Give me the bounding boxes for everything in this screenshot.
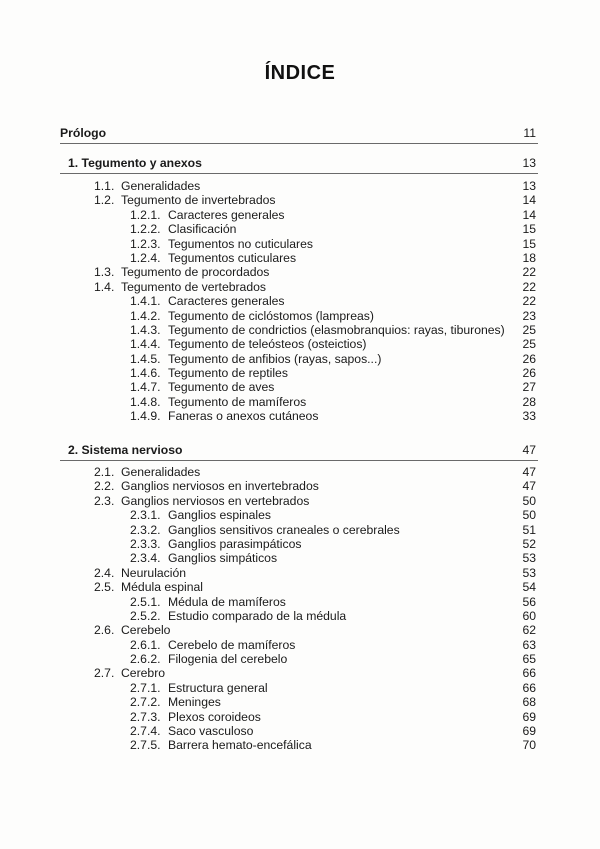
toc-entry[interactable] (60, 409, 538, 423)
entry-number: 1.4.5. (130, 351, 161, 366)
entry-number: 1.2.3. (130, 236, 161, 251)
entry-title: Tegumentos no cuticulares (168, 236, 313, 251)
entry-page: 18 (522, 250, 536, 265)
entry-title: Cerebro (121, 666, 166, 681)
chapter-page: 47 (522, 443, 536, 457)
entry-page: 66 (522, 666, 536, 681)
entry-title: Cerebelo de mamíferos (168, 637, 296, 652)
toc-entry[interactable] (60, 710, 538, 724)
entry-number: 2.7.2. (130, 695, 161, 710)
entry-number: 2.7.3. (130, 709, 161, 724)
toc-entry[interactable] (60, 179, 538, 193)
entry-page: 56 (522, 594, 536, 609)
entry-page: 22 (522, 279, 536, 294)
entry-page: 53 (522, 565, 536, 580)
entry-number: 2.2. (94, 479, 115, 494)
entry-page: 23 (522, 308, 536, 323)
toc-entry[interactable] (60, 623, 538, 637)
entry-title: Tegumento de vertebrados (121, 279, 266, 294)
toc-entry[interactable] (60, 566, 538, 580)
entry-page: 25 (522, 337, 536, 352)
chapter-1-entries (60, 179, 538, 424)
entry-title: Tegumento de invertebrados (121, 193, 276, 208)
entry-number: 1.2. (94, 193, 115, 208)
entry-page: 66 (522, 680, 536, 695)
entry-title: Generalidades (121, 465, 201, 479)
chapter-label: 2. Sistema nervioso (68, 443, 183, 457)
entry-page: 62 (522, 623, 536, 638)
toc-entry[interactable] (60, 222, 538, 236)
toc-entry[interactable] (60, 251, 538, 265)
toc-entry[interactable] (60, 395, 538, 409)
toc-entry[interactable] (60, 208, 538, 222)
toc-entry[interactable] (60, 666, 538, 680)
entry-title: Ganglios parasimpáticos (168, 536, 302, 551)
toc-entry[interactable] (60, 652, 538, 666)
entry-number: 2.3. (94, 493, 115, 508)
toc-entry[interactable] (60, 681, 538, 695)
prologue-label: Prólogo (60, 126, 107, 140)
entry-number: 2.7.1. (130, 680, 161, 695)
entry-title: Tegumento de procordados (121, 265, 270, 280)
entry-page: 60 (522, 608, 536, 623)
entry-title: Ganglios nerviosos en invertebrados (121, 479, 319, 494)
toc-entry[interactable] (60, 537, 538, 551)
entry-title: Tegumento de condrictios (elasmobranquios: rayas, tiburones) (168, 322, 505, 337)
entry-page: 14 (522, 193, 536, 208)
entry-title: Saco vasculoso (168, 724, 254, 739)
entry-title: Cerebelo (121, 623, 171, 638)
entry-page: 70 (522, 738, 536, 753)
toc-entry[interactable] (60, 479, 538, 493)
toc-entry[interactable] (60, 237, 538, 251)
entry-page: 52 (522, 536, 536, 551)
entry-title: Tegumento de ciclóstomos (lampreas) (168, 308, 374, 323)
entry-number: 2.5.1. (130, 594, 161, 609)
entry-page: 65 (522, 652, 536, 667)
entry-title: Meninges (168, 695, 221, 710)
entry-page: 28 (522, 394, 536, 409)
entry-page: 69 (522, 709, 536, 724)
entry-title: Clasificación (168, 222, 237, 237)
entry-title: Tegumento de reptiles (168, 366, 288, 381)
entry-number: 1.2.2. (130, 222, 161, 237)
entry-page: 14 (522, 207, 536, 222)
entry-number: 1.3. (94, 265, 115, 280)
entry-number: 1.4.6. (130, 366, 161, 381)
chapter-2-entries (60, 465, 538, 753)
entry-number: 1.2.1. (130, 207, 161, 222)
toc-entry[interactable] (60, 551, 538, 565)
entry-number: 1.4.4. (130, 337, 161, 352)
toc-entry[interactable] (60, 380, 538, 394)
page-title: ÍNDICE (264, 62, 336, 84)
toc-entry[interactable] (60, 738, 538, 752)
entry-title: Médula espinal (121, 580, 203, 595)
entry-page: 13 (522, 179, 536, 193)
entry-title: Médula de mamíferos (168, 594, 286, 609)
entry-number: 2.7. (94, 666, 115, 681)
entry-number: 2.3.3. (130, 536, 161, 551)
entry-number: 1.4.3. (130, 322, 161, 337)
entry-number: 1.4.8. (130, 394, 161, 409)
entry-page: 22 (522, 265, 536, 280)
entry-page: 69 (522, 724, 536, 739)
entry-number: 2.3.1. (130, 508, 161, 523)
chapter-label: 1. Tegumento y anexos (68, 156, 202, 170)
entry-title: Estudio comparado de la médula (168, 608, 347, 623)
entry-number: 1.4.9. (130, 409, 161, 424)
entry-number: 2.3.4. (130, 551, 161, 566)
entry-page: 33 (522, 409, 536, 424)
entry-page: 25 (522, 322, 536, 337)
toc-entry[interactable] (60, 523, 538, 537)
entry-title: Faneras o anexos cutáneos (168, 409, 319, 424)
entry-page: 53 (522, 551, 536, 566)
entry-title: Tegumento de aves (168, 380, 275, 395)
entry-title: Tegumento de anfibios (rayas, sapos...) (168, 351, 382, 366)
entry-page: 15 (522, 222, 536, 237)
entry-title: Tegumento de teleósteos (osteictios) (168, 337, 367, 352)
entry-page: 15 (522, 236, 536, 251)
entry-title: Tegumento de mamíferos (168, 394, 307, 409)
entry-page: 26 (522, 366, 536, 381)
toc-chapter-1[interactable] (60, 153, 538, 174)
toc-entry[interactable] (60, 352, 538, 366)
entry-number: 2.7.5. (130, 738, 161, 753)
entry-title: Plexos coroideos (168, 709, 261, 724)
entry-page: 27 (522, 380, 536, 395)
toc-entry[interactable] (60, 465, 538, 479)
entry-title: Neurulación (121, 565, 187, 580)
entry-title: Caracteres generales (168, 207, 285, 222)
entry-title: Tegumentos cuticulares (168, 250, 297, 265)
toc-entry[interactable] (60, 337, 538, 351)
toc-entry[interactable] (60, 724, 538, 738)
entry-number: 2.3.2. (130, 522, 161, 537)
toc-entry[interactable] (60, 695, 538, 709)
entry-title: Ganglios espinales (168, 508, 271, 523)
entry-number: 2.4. (94, 565, 115, 580)
entry-page: 54 (522, 580, 536, 595)
chapter-page: 13 (522, 156, 536, 170)
toc-entry[interactable] (60, 294, 538, 308)
entry-page: 50 (522, 493, 536, 508)
toc-entry[interactable] (60, 280, 538, 294)
entry-page: 63 (522, 637, 536, 652)
entry-page: 22 (522, 294, 536, 309)
entry-title: Ganglios simpáticos (168, 551, 278, 566)
prologue-page: 11 (523, 126, 536, 140)
toc-entry[interactable] (60, 508, 538, 522)
entry-title: Filogenia del cerebelo (168, 652, 288, 667)
entry-number: 2.6.2. (130, 652, 161, 667)
entry-number: 1.1. (94, 179, 115, 193)
entry-title: Caracteres generales (168, 294, 285, 309)
entry-number: 2.5. (94, 580, 115, 595)
toc-entry[interactable] (60, 193, 538, 207)
toc-entry[interactable] (60, 580, 538, 594)
entry-number: 2.1. (94, 465, 115, 479)
toc-entry[interactable] (60, 366, 538, 380)
entry-title: Estructura general (168, 680, 268, 695)
toc-entry[interactable] (60, 595, 538, 609)
entry-title: Generalidades (121, 179, 201, 193)
toc-entry[interactable] (60, 638, 538, 652)
entry-title: Barrera hemato-encefálica (168, 738, 312, 753)
toc-entry[interactable] (60, 265, 538, 279)
entry-number: 1.4.2. (130, 308, 161, 323)
entry-number: 1.4.7. (130, 380, 161, 395)
entry-page: 47 (522, 465, 536, 479)
entry-page: 68 (522, 695, 536, 710)
entry-number: 1.4.1. (130, 294, 161, 309)
entry-page: 50 (522, 508, 536, 523)
toc-entry[interactable] (60, 609, 538, 623)
entry-number: 1.2.4. (130, 250, 161, 265)
toc-chapter-2[interactable] (60, 440, 538, 461)
entry-number: 1.4. (94, 279, 115, 294)
entry-page: 51 (522, 522, 536, 537)
toc-prologue[interactable] (60, 123, 538, 144)
entry-title: Ganglios nerviosos en vertebrados (121, 493, 310, 508)
entry-page: 47 (522, 479, 536, 494)
entry-number: 2.5.2. (130, 608, 161, 623)
toc-entry[interactable] (60, 309, 538, 323)
entry-number: 2.6.1. (130, 637, 161, 652)
entry-title: Ganglios sensitivos craneales o cerebrales (168, 522, 400, 537)
entry-number: 2.6. (94, 623, 115, 638)
toc-entry[interactable] (60, 323, 538, 337)
entry-number: 2.7.4. (130, 724, 161, 739)
entry-page: 26 (522, 351, 536, 366)
toc-entry[interactable] (60, 494, 538, 508)
